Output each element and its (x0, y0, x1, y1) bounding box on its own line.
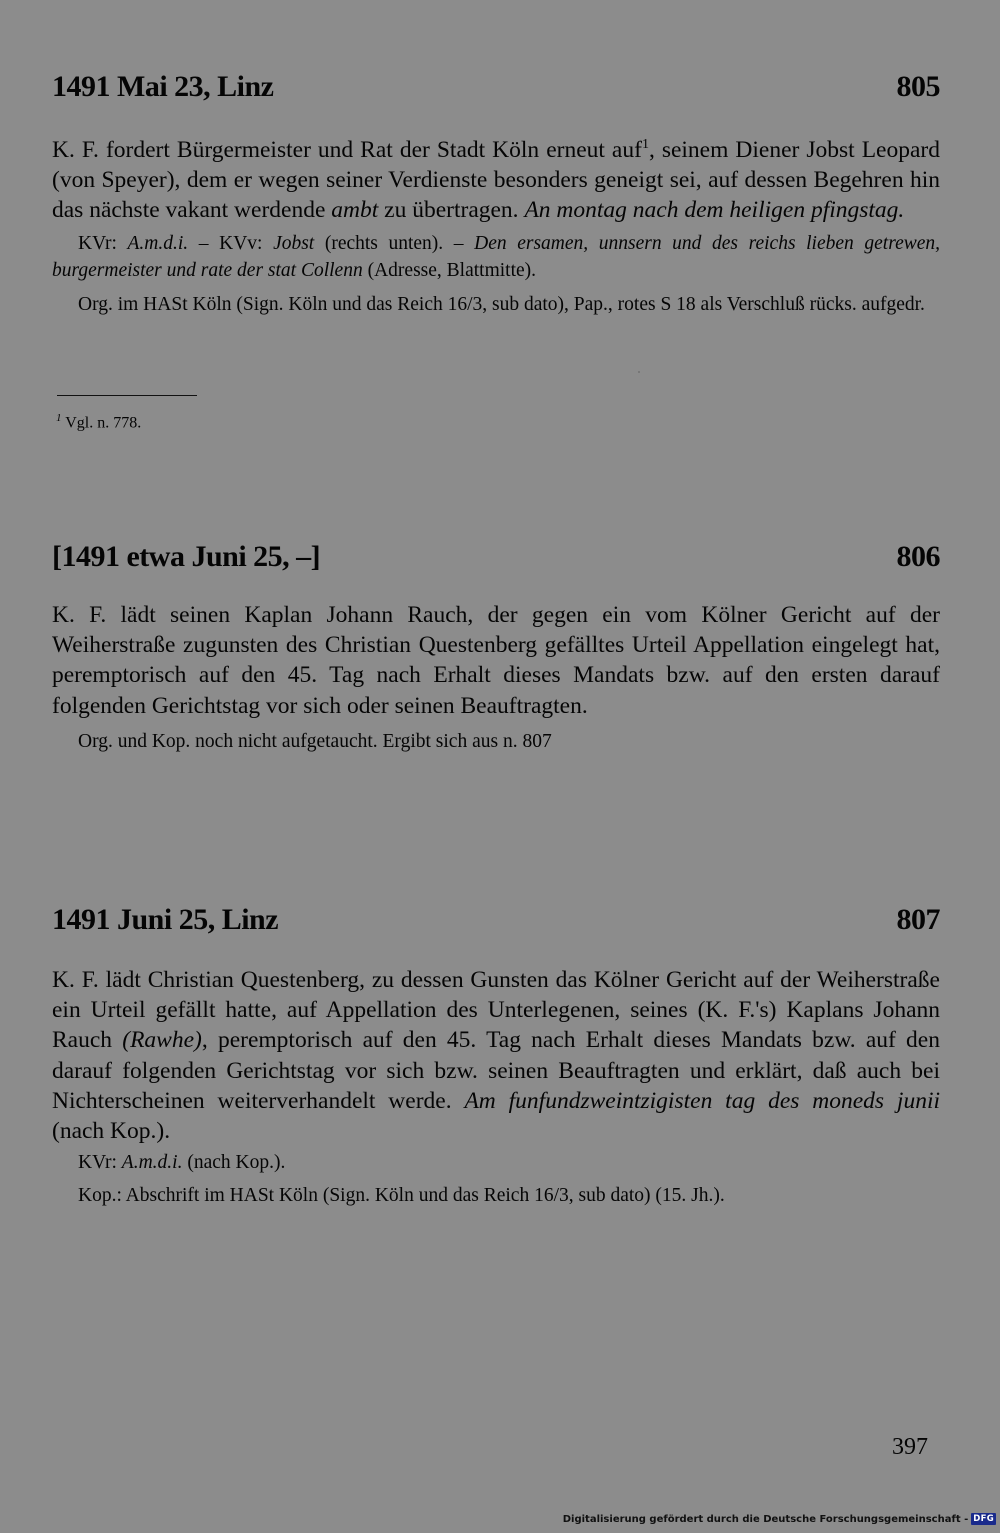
text-run: KVr: (78, 233, 128, 255)
italic-text: Den ersamen, unnsern und des reichs lieben getrewen, burgermeister und rate der stat Collenn (52, 233, 941, 281)
entry-heading (52, 540, 940, 584)
entry-807 (52, 903, 940, 1209)
italic-text: A.m.d.i. (127, 233, 189, 255)
text-run: , seinem Diener Jobst Leopard (von Speyer), dem er wegen seiner Verdienste besonders geneigt sei, auf dessen Begehren hin das nächste vakant werdende (52, 136, 940, 224)
entry-date: 1491 Juni 25, Linz (52, 903, 279, 936)
text-run: (rechts unten). – (314, 233, 475, 255)
text-run: , peremptorisch auf den 45. Tag nach Erhalt dieses Mandats bzw. auf den darauf folgenden Gerichtstag vor sich bzw. seinen Beauftragten und erklärt, daß auch bei Nichterscheinen weiterverhandelt werde. (52, 1027, 940, 1114)
text-run: Org. im HASt Köln (Sign. Köln und das Reich 16/3, sub dato), Pap., rotes S 18 als Verschluß rücks. aufgedr. (78, 294, 925, 316)
text-run: K. F. lädt Christian Questenberg, zu dessen Gunsten das Kölner Gericht auf der Weiherstraße ein Urteil gefällt hatte, auf Appellation des Unterlegenen, seines (K. F.'s) Kaplans Johann Rauch (52, 967, 940, 1054)
dfg-logo: DFG (973, 1514, 994, 1524)
text-run: K. F. fordert Bürgermeister und Rat der Stadt Köln erneut auf (52, 136, 642, 163)
funding-credit (563, 1513, 996, 1525)
page-number: 397 (892, 1434, 928, 1460)
entry-heading (52, 903, 940, 947)
text-run: – KVv: (188, 233, 274, 255)
footnote-marker: 1 (56, 412, 62, 424)
entry-number: 807 (896, 903, 940, 936)
funding-credit-text: Digitalisierung gefördert durch die Deutsche Forschungsgemeinschaft - (562, 1513, 969, 1525)
speck (638, 371, 640, 373)
entry-806 (52, 540, 940, 755)
italic-text: An montag nach dem heiligen pfingstag. (524, 197, 905, 224)
text-run: (nach Kop.). (182, 1152, 286, 1174)
text-run: KVr: (78, 1152, 122, 1174)
entry-heading (52, 70, 940, 114)
entry-note-dorsal (52, 1150, 940, 1177)
entry-summary (52, 130, 940, 225)
entry-number: 806 (896, 540, 940, 573)
entry-date: 1491 Mai 23, Linz (52, 70, 274, 103)
entry-note-source (52, 729, 940, 756)
text-run: Kop.: Abschrift im HASt Köln (Sign. Köln und das Reich 16/3, sub dato) (15. Jh.). (78, 1184, 725, 1206)
footnote-divider (57, 395, 197, 396)
italic-text: Jobst (273, 233, 315, 255)
italic-text: ambt (331, 197, 379, 224)
entry-805 (52, 70, 940, 319)
entry-summary (52, 600, 940, 721)
entry-note-source (52, 1183, 940, 1210)
text-run: zu übertragen. (378, 197, 525, 224)
entry-note-source (52, 292, 940, 319)
text-run: (Adresse, Blattmitte). (362, 259, 537, 281)
footnote-ref: 1 (641, 137, 649, 152)
text-run: Org. und Kop. noch nicht aufgetaucht. Ergibt sich aus n. 807 (78, 730, 552, 752)
italic-text: Am funfundzweintzigisten tag des moneds junii (464, 1087, 940, 1114)
entry-number: 805 (896, 70, 940, 103)
text-run: (nach Kop.). (52, 1118, 171, 1145)
footnote (56, 408, 141, 433)
text-run: K. F. lädt seinen Kaplan Johann Rauch, der gegen ein vom Kölner Gericht auf der Weiherstraße zugunsten des Christian Questenberg gefälltes Urteil Appellation eingelegt hat, peremptorisch auf den 45. Tag nach Erhalt dieses Mandats bzw. auf den ersten darauf folgenden Gerichtstag vor sich oder seinen Beauftragten. (52, 602, 940, 719)
entry-summary (52, 965, 940, 1146)
italic-text: A.m.d.i. (121, 1152, 183, 1174)
entry-date: [1491 etwa Juni 25, –] (52, 540, 321, 573)
entry-note-dorsal (52, 231, 940, 284)
italic-text: (Rawhe) (122, 1027, 202, 1054)
footnote-text: Vgl. n. 778. (61, 414, 142, 432)
